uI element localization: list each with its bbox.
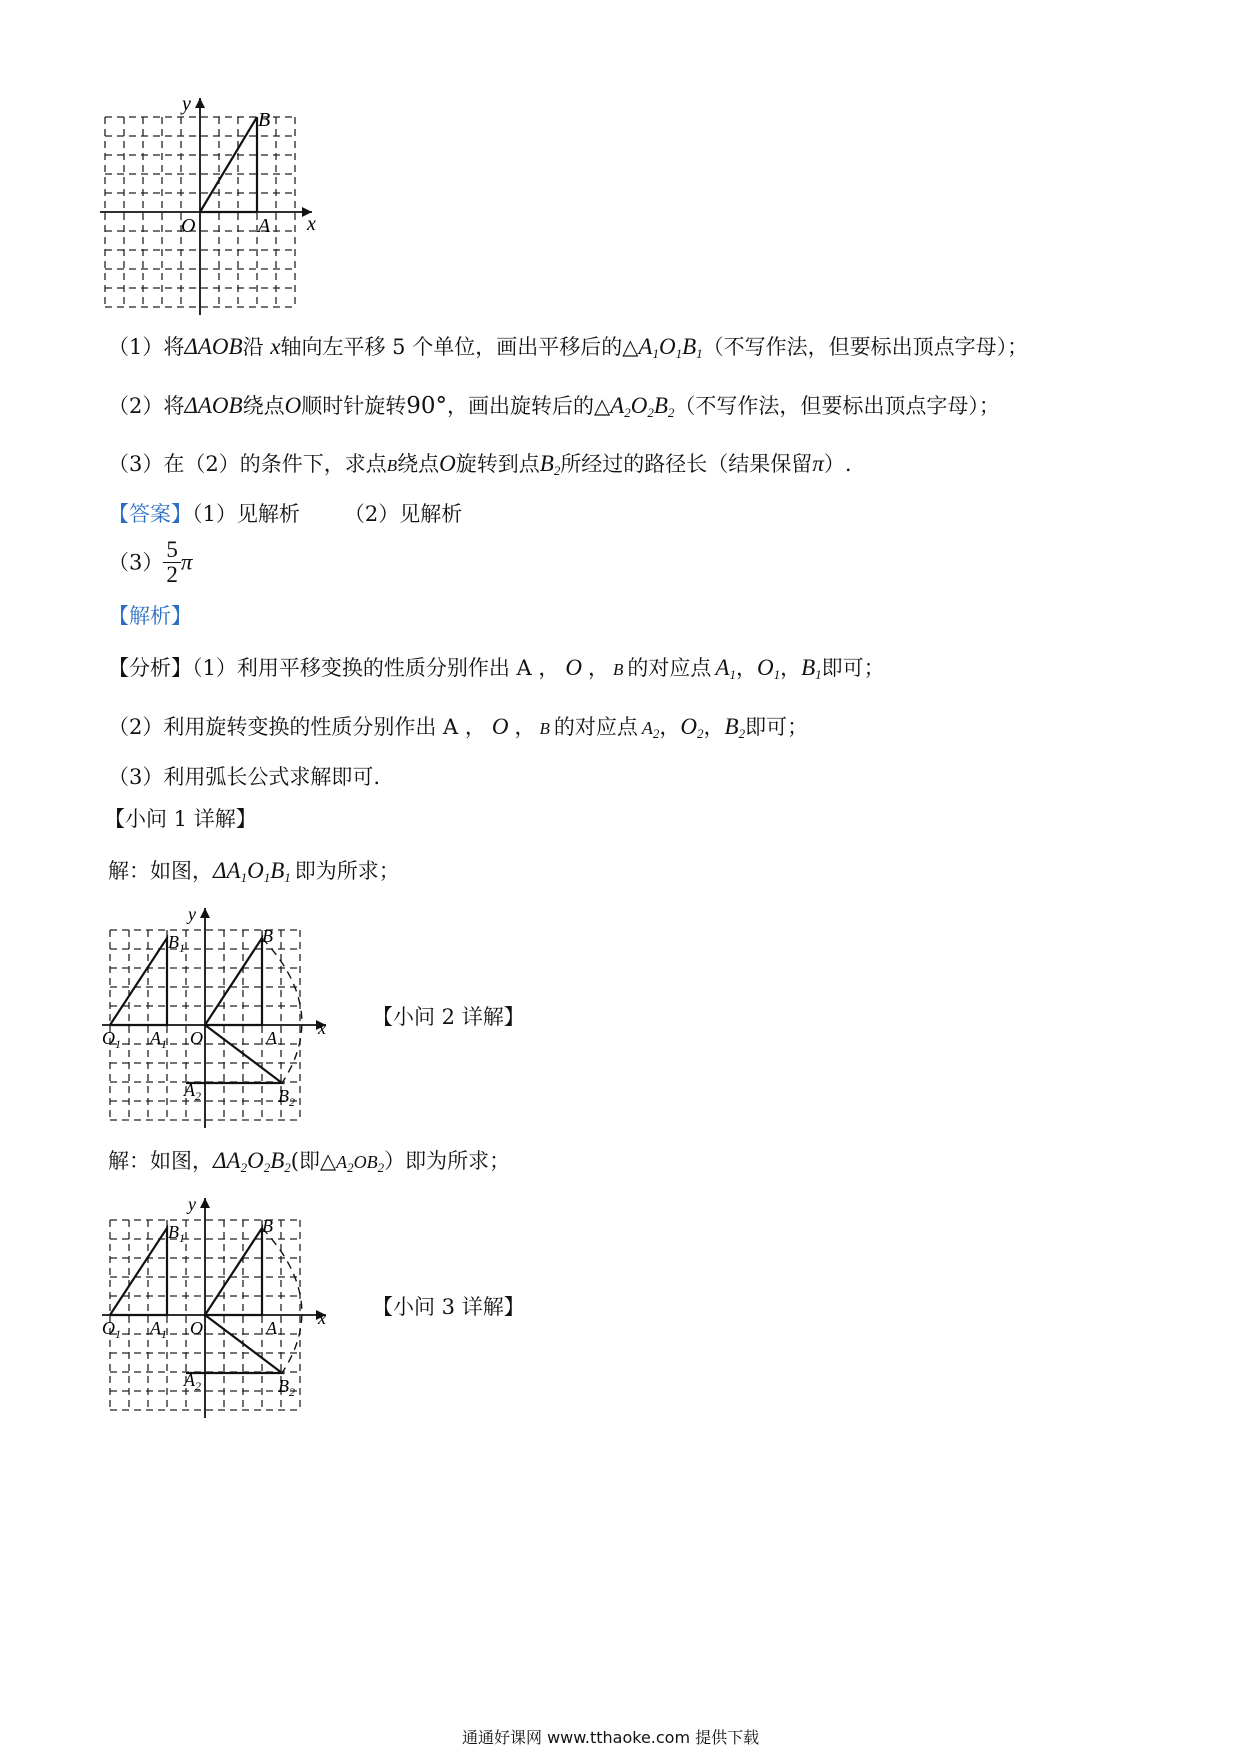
analysis-label: 【解析】 <box>108 604 192 628</box>
svg-text:y: y <box>188 1194 196 1214</box>
question-part-1: （1）将ΔAOB沿 x轴向左平移 5 个单位，画出平移后的$\triangle A_1O_1B_1$（不写作法，但要标出顶点字母）； <box>108 334 1029 361</box>
svg-text:x: x <box>318 1018 326 1038</box>
analysis-line-1: 【分析】（1）利用平移变换的性质分别作出 A ， O ， B 的对应点 $A_1$，$O_1$，$B_1$即可； <box>108 655 885 682</box>
svg-text:O1: $O_1$ <box>102 1318 121 1341</box>
triangle-aob <box>200 117 257 212</box>
figure-original-triangle <box>100 90 340 350</box>
answer-label: 【答案】 <box>108 502 192 526</box>
svg-text:A: A <box>266 1028 277 1048</box>
svg-text:B2: $B_2$ <box>278 1086 295 1109</box>
question-part-3: （3）在（2）的条件下，求点B绕点O旋转到点$B_2$所经过的路径长（结果保留π）. <box>108 451 852 478</box>
detail-3-title: 【小问 3 详解】 <box>372 1295 525 1319</box>
svg-text:O1: $O_1$ <box>102 1028 121 1051</box>
svg-text:O: O <box>190 1028 203 1048</box>
figure-solution-1 <box>102 900 342 1140</box>
svg-text:B1: $B_1$ <box>168 932 185 955</box>
svg-text:B: B <box>262 926 273 946</box>
axes <box>100 98 312 315</box>
answer-part-3: （3） $\frac{5}{2}$ π <box>108 537 193 587</box>
analysis-line-3: （3）利用弧长公式求解即可. <box>108 765 381 789</box>
svg-text:x: x <box>318 1308 326 1328</box>
svg-text:A1: $A_1$ <box>150 1028 167 1051</box>
svg-text:y: y <box>188 904 196 924</box>
svg-text:A: A <box>266 1318 277 1338</box>
svg-text:B2: $B_2$ <box>278 1376 295 1399</box>
answer-line: 【答案】（1）见解析 （2）见解析 <box>108 502 463 526</box>
detail-2-solution: 解：如图，$\Delta A_2O_2B_2$(即$\triangle A_2OB_2$）即为所求； <box>108 1148 511 1175</box>
svg-text:B1: $B_1$ <box>168 1222 185 1245</box>
svg-text:A1: $A_1$ <box>150 1318 167 1341</box>
detail-1-title: 【小问 1 详解】 <box>104 807 257 831</box>
point-o-label: O <box>181 215 196 237</box>
detail-2-title: 【小问 2 详解】 <box>372 1005 525 1029</box>
svg-text:B: B <box>262 1216 273 1236</box>
question-part-2: （2）将ΔAOB绕点O顺时针旋转90°，画出旋转后的$\triangle A_2O_2B_2$（不写作法，但要标出顶点字母）； <box>108 393 1000 420</box>
point-a-label: A <box>258 215 271 237</box>
page-footer: 通通好课网 www.tthaoke.com 提供下载 <box>462 1728 760 1747</box>
figure-solution-2 <box>102 1190 342 1430</box>
detail-1-solution: 解：如图，$\Delta A_1O_1B_1$ 即为所求； <box>108 858 400 885</box>
point-b-label: B <box>258 109 271 131</box>
x-axis-label: x <box>307 213 316 235</box>
svg-text:O: O <box>190 1318 203 1338</box>
y-axis-label: y <box>182 93 191 115</box>
answer-fraction: $\frac{5}{2}$ <box>163 538 181 587</box>
svg-text:A2: $A_2$ <box>184 1080 201 1103</box>
svg-text:A2: $A_2$ <box>184 1370 201 1393</box>
analysis-line-2: （2）利用旋转变换的性质分别作出 A ， O ， B 的对应点 $A_2$，$O_2$，$B_2$即可； <box>108 714 809 741</box>
